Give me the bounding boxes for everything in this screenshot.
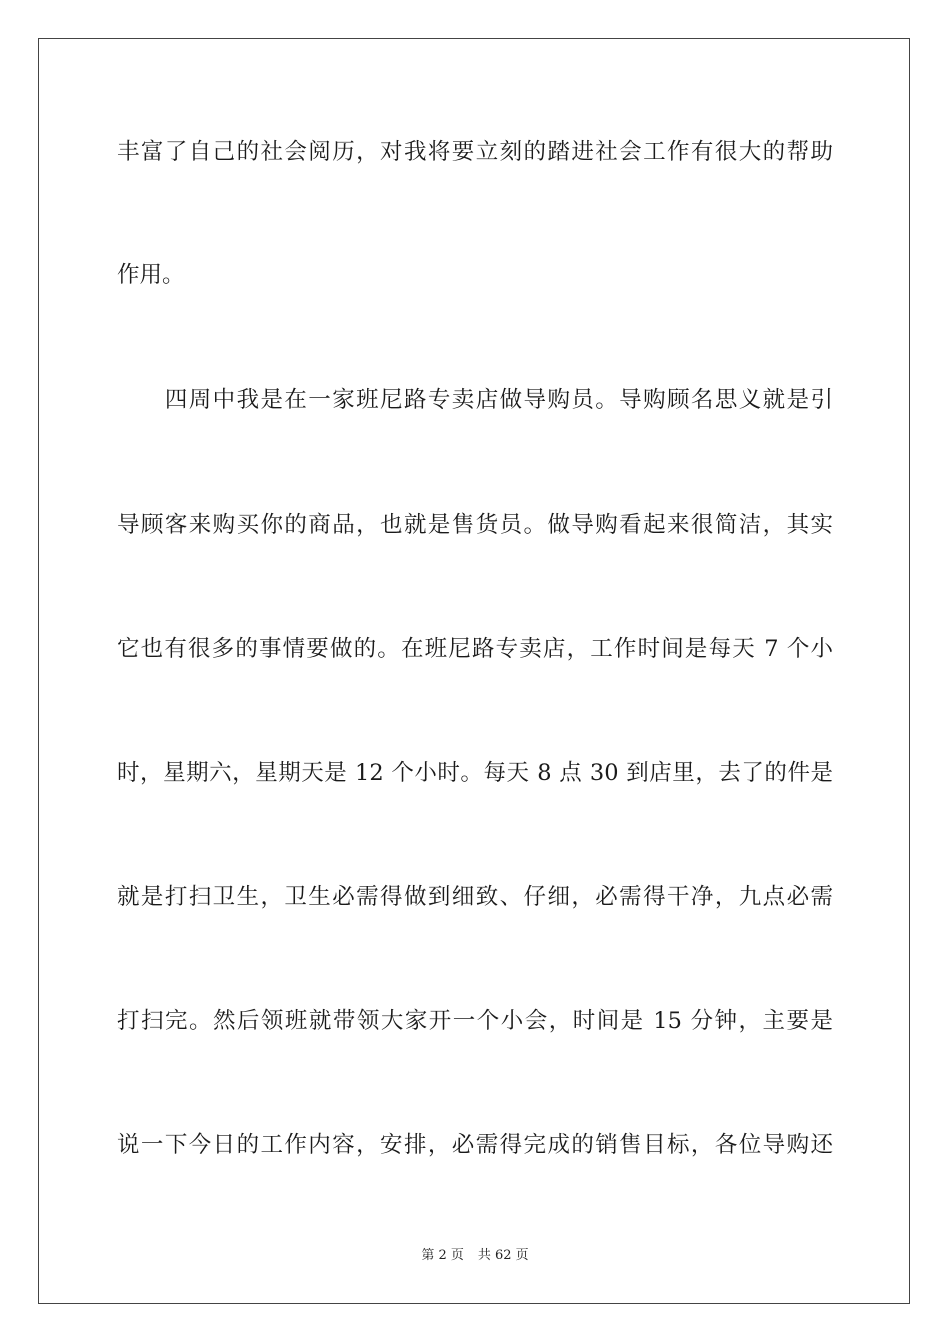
body-text-line-9: 说一下今日的工作内容，安排，必需得完成的销售目标，各位导购还 bbox=[117, 1132, 833, 1158]
page-number: 第 2 页 bbox=[421, 1248, 464, 1263]
page-border bbox=[38, 38, 910, 1304]
body-text-line-3: 四周中我是在一家班尼路专卖店做导购员。导购顾名思义就是引 bbox=[117, 387, 833, 413]
page-footer bbox=[0, 1247, 950, 1265]
body-text-line-5: 它也有很多的事情要做的。在班尼路专卖店，工作时间是每天 7 个小 bbox=[117, 636, 833, 662]
body-text-line-1: 丰富了自己的社会阅历，对我将要立刻的踏进社会工作有很大的帮助 bbox=[117, 139, 833, 165]
body-text-line-6: 时，星期六，星期天是 12 个小时。每天 8 点 30 到店里，去了的件是 bbox=[117, 760, 833, 786]
body-text-line-8: 打扫完。然后领班就带领大家开一个小会，时间是 15 分钟，主要是 bbox=[117, 1008, 833, 1034]
body-text-line-2: 作用。 bbox=[117, 262, 185, 288]
body-text-line-7: 就是打扫卫生，卫生必需得做到细致、仔细，必需得干净，九点必需 bbox=[117, 884, 833, 910]
body-text-line-4: 导顾客来购买你的商品，也就是售货员。做导购看起来很简洁，其实 bbox=[117, 512, 833, 538]
total-pages: 共 62 页 bbox=[477, 1248, 529, 1263]
